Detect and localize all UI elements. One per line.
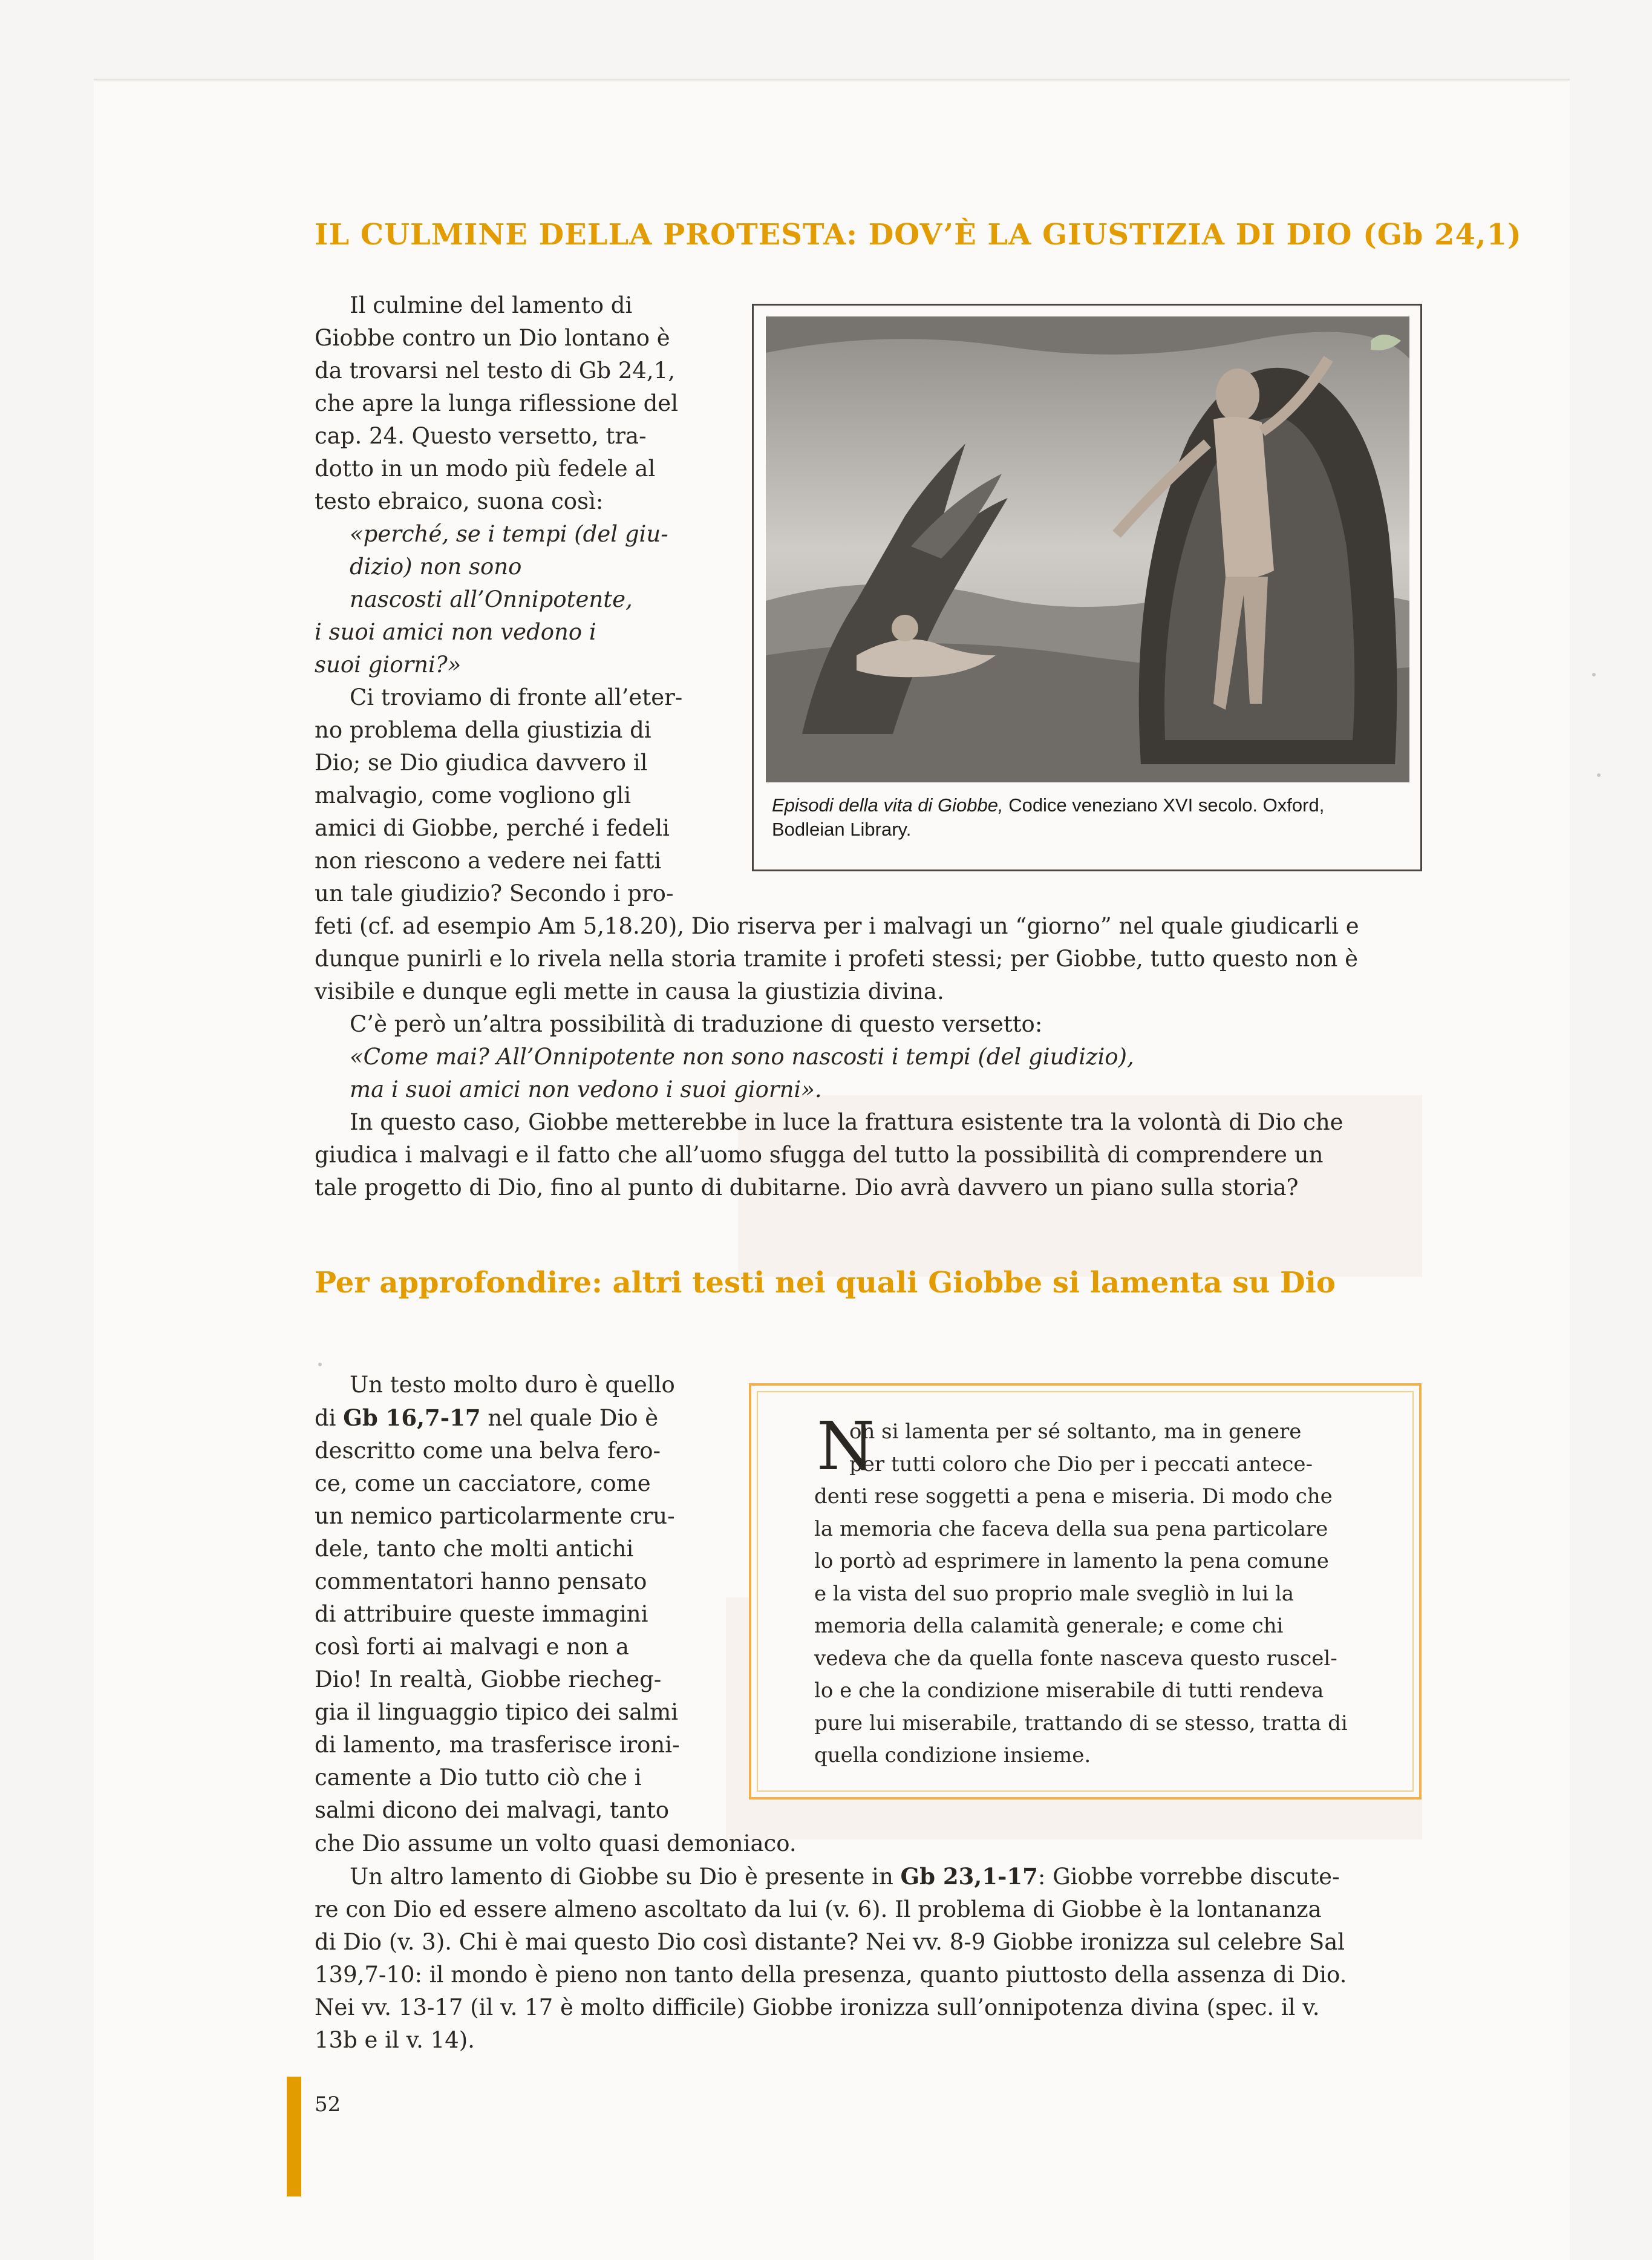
text-line: Nei vv. 13-17 (il v. 17 è molto difficile) Giobbe ironizza sull’onnipotenza divina (spec. il v.	[315, 1994, 1320, 2020]
quote-line: memoria della calamità generale; e come chi	[814, 1614, 1284, 1638]
section-title: IL CULMINE DELLA PROTESTA: DOV’È LA GIUSTIZIA DI DIO (Gb 24,1)	[315, 218, 1522, 252]
quote-line: denti rese soggetti a pena e miseria. Di modo che	[814, 1484, 1333, 1508]
quote-line: «perché, se i tempi (del giu-	[350, 521, 668, 547]
page-edge	[94, 79, 1570, 80]
sidebar-quote-text	[814, 1407, 1359, 1772]
text-line: C’è però un’altra possibilità di traduzione di questo versetto:	[350, 1011, 1043, 1037]
text-line: feti (cf. ad esempio Am 5,18.20), Dio riserva per i malvagi un “giorno” nel quale giudicarli e	[315, 913, 1359, 939]
text-fragment: Un altro lamento di Giobbe su Dio è presente in	[350, 1864, 901, 1890]
scan-speck	[1597, 773, 1601, 777]
page-number-bar	[287, 2077, 301, 2196]
quote-line: per tutti coloro che Dio per i peccati antece-	[849, 1452, 1313, 1476]
text-line: dele, tanto che molti antichi	[315, 1536, 634, 1562]
text-line: 139,7-10: il mondo è pieno non tanto della presenza, quanto piuttosto della assenza di Dio.	[315, 1962, 1347, 1988]
closing-text	[315, 1827, 1422, 2057]
text-line: giudica i malvagi e il fatto che all’uomo sfugga del tutto la possibilità di comprendere un	[315, 1142, 1324, 1168]
full-width-text	[315, 910, 1422, 1204]
text-line	[315, 1860, 1422, 1893]
quote-line: pure lui miserabile, trattando di se stesso, tratta di	[814, 1711, 1348, 1735]
text-line: non riescono a vedere nei fatti	[315, 848, 662, 874]
text-line: In questo caso, Giobbe metterebbe in luce la frattura esistente tra la volontà di Dio che	[350, 1109, 1343, 1135]
intro-column	[315, 289, 702, 910]
drop-cap: N	[817, 1407, 875, 1485]
text-line: Ci troviamo di fronte all’eter-	[350, 684, 683, 710]
text-line: che Dio assume un volto quasi demoniaco.	[315, 1830, 797, 1856]
text-line: re con Dio ed essere almeno ascoltato da lui (v. 6). Il problema di Giobbe è la lontananza	[315, 1896, 1322, 1922]
quote-line: vedeva che da quella fonte nasceva questo ruscel-	[814, 1646, 1337, 1671]
text-fragment: nel quale Dio è	[480, 1405, 659, 1431]
manuscript-illustration	[766, 316, 1409, 782]
text-line: così forti ai malvagi e non a	[315, 1634, 629, 1660]
quote-line: ma i suoi amici non vedono i suoi giorni».	[350, 1076, 822, 1102]
figure-frame	[752, 304, 1422, 871]
quote-block	[315, 518, 702, 681]
subsection-title: Per approfondire: altri testi nei quali Giobbe si lamenta su Dio	[315, 1266, 1336, 1300]
caption-title: Episodi della vita di Giobbe,	[772, 794, 1004, 816]
text-line: che apre la lunga riflessione del	[315, 390, 679, 416]
text-line: di Dio (v. 3). Chi è mai questo Dio così distante? Nei vv. 8-9 Giobbe ironizza sul celebre Sal	[315, 1929, 1345, 1955]
illustration-job-episodes	[766, 316, 1409, 782]
text-line	[315, 1401, 702, 1435]
text-line: di attribuire queste immagini	[315, 1601, 648, 1627]
text-line: da trovarsi nel testo di Gb 24,1,	[315, 358, 675, 384]
quote-line: i suoi amici non vedono i	[315, 619, 596, 645]
text-line: ce, come un cacciatore, come	[315, 1470, 651, 1496]
text-line: Giobbe contro un Dio lontano è	[315, 325, 670, 351]
quote-line: e la vista del suo proprio male svegliò in lui la	[814, 1581, 1295, 1606]
quote-line: on si lamenta per sé soltanto, ma in genere	[849, 1420, 1302, 1444]
quote-line: suoi giorni?»	[315, 652, 462, 678]
text-line: Dio! In realtà, Giobbe riecheg-	[315, 1666, 662, 1692]
page-number: 52	[315, 2092, 341, 2117]
text-line: dotto in un modo più fedele al	[315, 456, 656, 482]
text-line: malvagio, come vogliono gli	[315, 782, 632, 808]
text-line: 13b e il v. 14).	[315, 2027, 475, 2053]
text-line: gia il linguaggio tipico dei salmi	[315, 1699, 679, 1725]
text-line: descritto come una belva fero-	[315, 1438, 661, 1464]
text-line: visibile e dunque egli mette in causa la giustizia divina.	[315, 978, 944, 1004]
text-fragment: di	[315, 1405, 344, 1431]
quote-line: quella condizione insieme.	[814, 1743, 1091, 1767]
text-line: Il culmine del lamento di	[350, 292, 633, 318]
caption-text: Codice veneziano XVI secolo. Oxford,	[1003, 794, 1325, 816]
quote-line: lo e che la condizione miserabile di tutti rendeva	[814, 1679, 1324, 1703]
text-line: camente a Dio tutto ciò che i	[315, 1764, 642, 1790]
text-line: amici di Giobbe, perché i fedeli	[315, 815, 670, 841]
scan-speck	[1592, 673, 1596, 676]
caption-text: Bodleian Library.	[772, 819, 912, 840]
quote-line: nascosti all’Onnipotente,	[350, 586, 633, 612]
text-line: un nemico particolarmente cru-	[315, 1503, 675, 1529]
text-line: testo ebraico, suona così:	[315, 488, 604, 514]
text-line: Dio; se Dio giudica davvero il	[315, 750, 648, 776]
scripture-reference: Gb 23,1-17	[900, 1863, 1038, 1890]
text-line: dunque punirli e lo rivela nella storia tramite i profeti stessi; per Giobbe, tutto questo non è	[315, 946, 1358, 972]
text-line: cap. 24. Questo versetto, tra-	[315, 423, 647, 449]
text-fragment: : Giobbe vorrebbe discute-	[1037, 1864, 1340, 1890]
quote-line: dizio) non sono	[350, 554, 522, 580]
text-line: di lamento, ma trasferisce ironi-	[315, 1732, 680, 1758]
text-line: un tale giudizio? Secondo i pro-	[315, 880, 674, 906]
text-line: tale progetto di Dio, fino al punto di dubitarne. Dio avrà davvero un piano sulla storia?	[315, 1174, 1299, 1200]
quote-line: «Come mai? All’Onnipotente non sono nascosti i tempi (del giudizio),	[350, 1044, 1134, 1070]
text-line: no problema della giustizia di	[315, 717, 651, 743]
figure-caption	[772, 793, 1407, 842]
text-line: commentatori hanno pensato	[315, 1568, 647, 1594]
text-line: salmi dicono dei malvagi, tanto	[315, 1797, 670, 1823]
sidebar-quote-box	[749, 1383, 1422, 1800]
lament-column	[315, 1369, 702, 1827]
quote-line: lo portò ad esprimere in lamento la pena comune	[814, 1549, 1329, 1573]
text-line: Un testo molto duro è quello	[350, 1372, 675, 1398]
scan-speck	[318, 1363, 322, 1366]
scripture-reference: Gb 16,7-17	[343, 1404, 481, 1431]
quote-line: la memoria che faceva della sua pena particolare	[814, 1516, 1328, 1541]
